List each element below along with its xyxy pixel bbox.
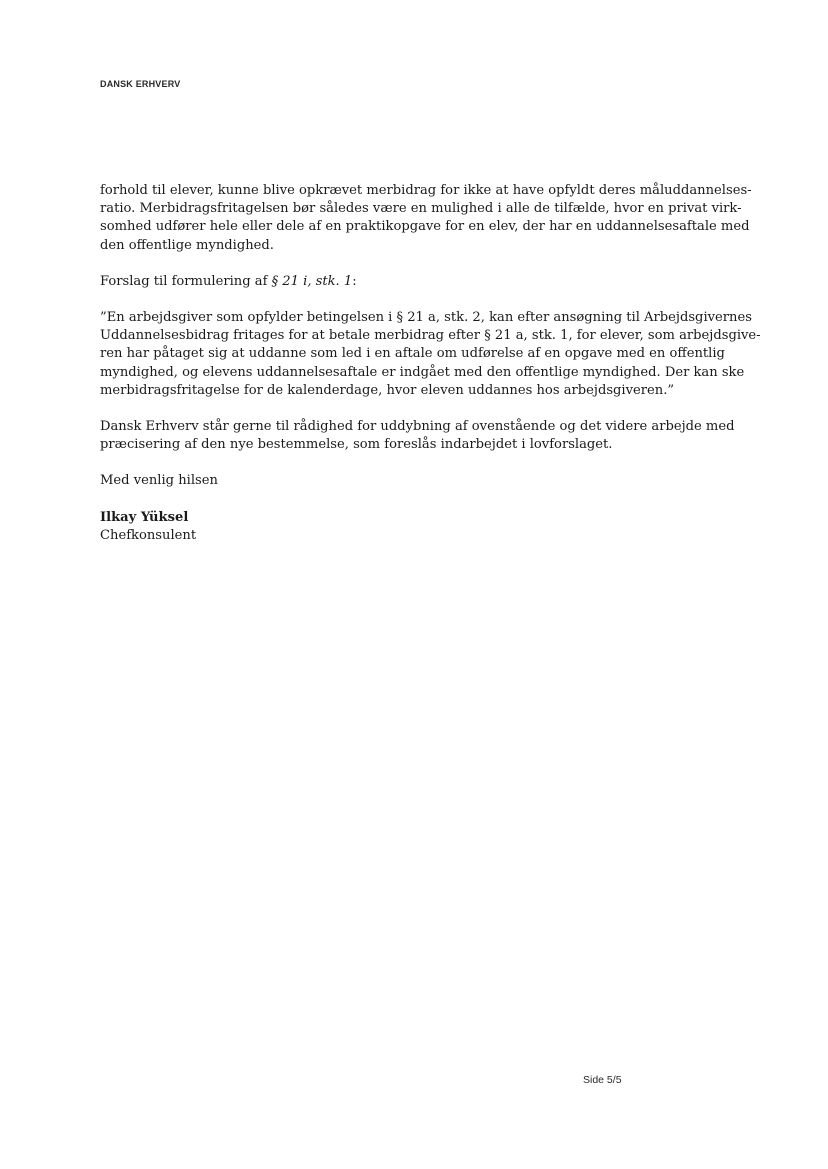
legal-reference: § 21 i, stk. 1: [271, 273, 353, 289]
proposal-suffix: :: [352, 273, 357, 289]
paragraph-intro: [100, 182, 752, 255]
text-line: somhed udfører hele eller dele af en praktikopgave for en elev, der har en uddannelsesaftale med: [100, 219, 750, 235]
organization-header: DANSK ERHVERV: [100, 79, 181, 89]
text-line: myndighed, og elevens uddannelsesaftale er indgået med den offentlige myndighed. Der kan ske: [100, 364, 745, 380]
text-line: forhold til elever, kunne blive opkrævet merbidrag for ikke at have opfyldt deres måluddannelses-: [100, 183, 752, 198]
text-line: ren har påtaget sig at uddanne som led i en aftale om udførelse af en opgave med en offentlig: [100, 346, 725, 362]
proposal-intro: Forslag til formulering af: [100, 273, 272, 289]
text-line: den offentlige myndighed.: [100, 237, 274, 253]
signoff-block: [100, 472, 732, 545]
text-line: Uddannelsesbidrag fritages for at betale merbidrag efter § 21 a, stk. 1, for elever, som arbejdsgive-: [100, 328, 761, 344]
quoted-provision: [100, 309, 761, 400]
page-number: Side 5/5: [583, 1074, 622, 1086]
closing-paragraph: [100, 418, 735, 454]
text-line: Dansk Erhverv står gerne til rådighed for uddybning af ovenstående og det videre arbejde med: [100, 419, 735, 435]
signatory-name: Ilkay Yüksel: [100, 509, 189, 525]
proposal-line: [100, 273, 732, 291]
text-line: præcisering af den nye bestemmelse, som foreslås indarbejdet i lovforslaget.: [100, 437, 613, 453]
signatory-title: Chefkonsulent: [100, 527, 197, 543]
text-line: merbidragsfritagelse for de kalenderdage, hvor eleven uddannes hos arbejdsgiveren.”: [100, 382, 675, 398]
text-line: ratio. Merbidragsfritagelsen bør således være en mulighed i alle de tilfælde, hvor en privat virk-: [100, 201, 742, 217]
text-line: ”En arbejdsgiver som opfylder betingelsen i § 21 a, stk. 2, kan efter ansøgning til Arbejdsgivernes: [100, 310, 752, 326]
letter-body: [100, 182, 761, 545]
greeting: Med venlig hilsen: [100, 473, 218, 489]
